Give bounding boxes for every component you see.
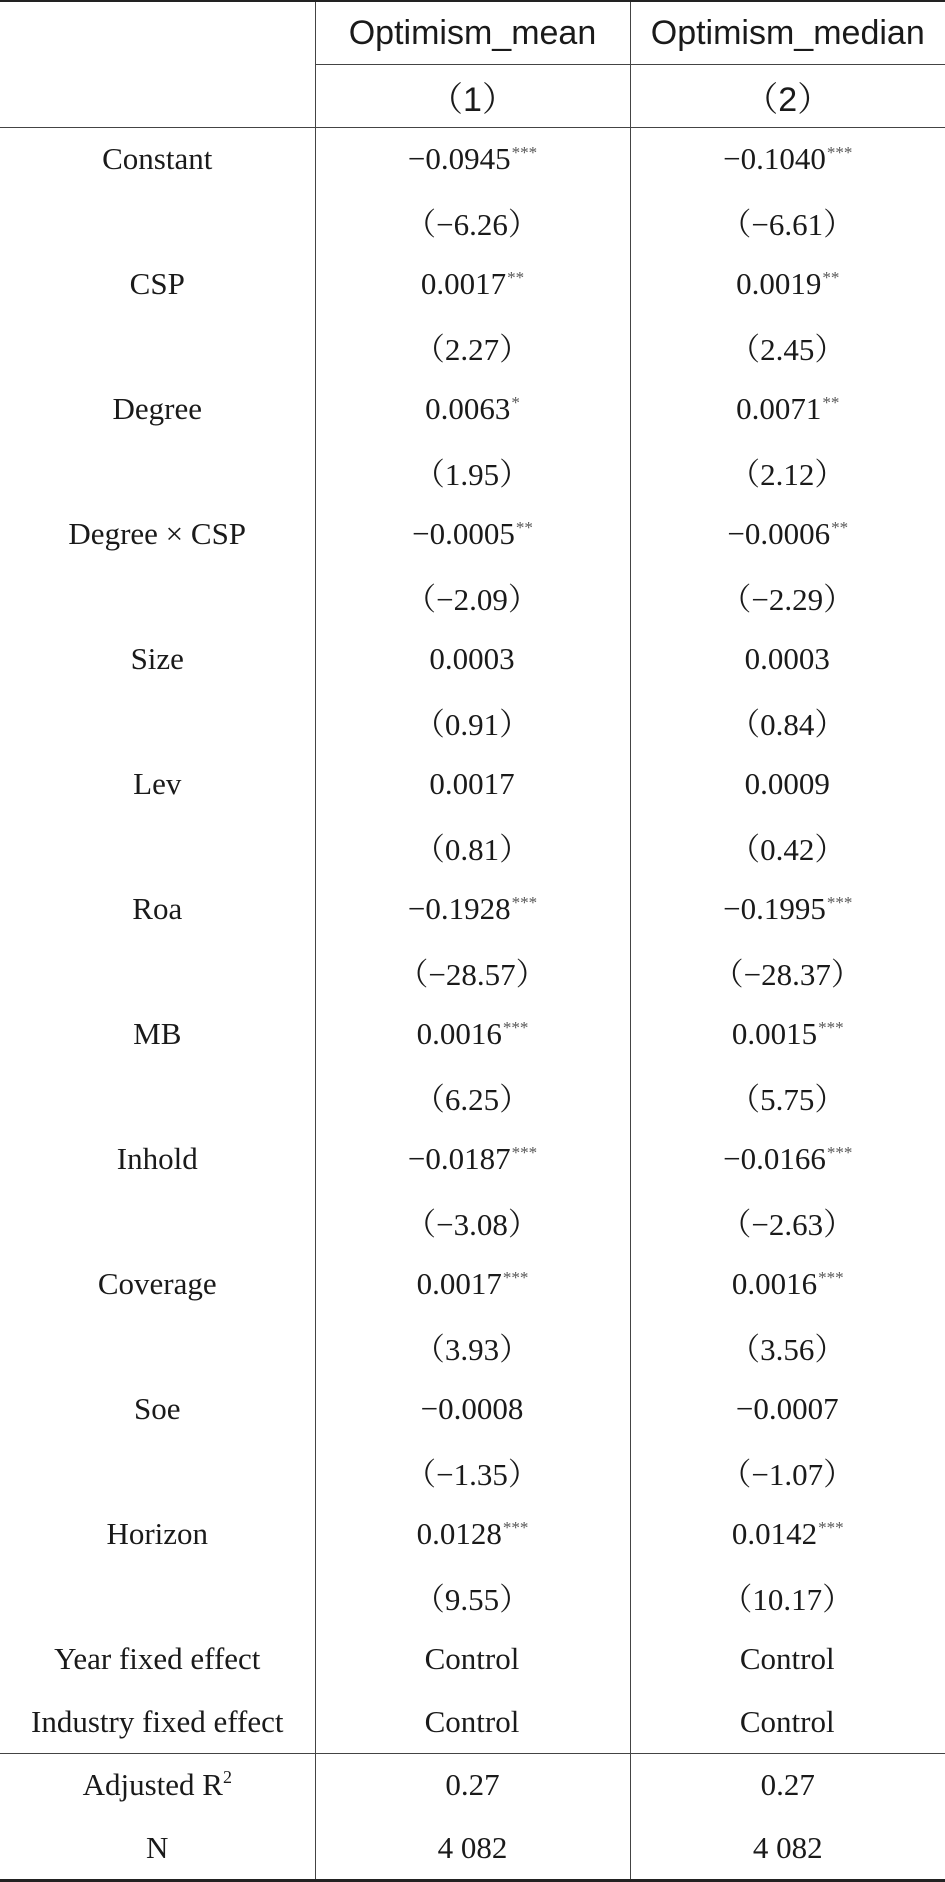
table-row — [0, 753, 945, 816]
row-label-text: Degree × CSP — [68, 516, 247, 552]
row-label-text: CSP — [129, 266, 185, 302]
cell-col-2 — [630, 1128, 945, 1191]
row-label-text: Soe — [134, 1391, 181, 1427]
significance-stars: *** — [818, 1018, 844, 1038]
row-label-text: Roa — [132, 891, 183, 927]
row-label — [0, 566, 315, 629]
cell-col-1 — [315, 1253, 630, 1316]
cell-col-1-text: 0.0017 — [420, 266, 507, 302]
cell-col-1 — [315, 1128, 630, 1191]
table-row — [0, 941, 945, 1004]
significance-stars: * — [511, 393, 520, 413]
cell-col-2 — [630, 1191, 945, 1254]
row-label — [0, 941, 315, 1004]
cell-col-1 — [315, 1316, 630, 1379]
cell-col-1-text: （9.55） — [413, 1582, 531, 1618]
cell-col-1-text: Control — [424, 1703, 520, 1739]
table-row — [0, 816, 945, 879]
row-label — [0, 316, 315, 379]
table-row — [0, 441, 945, 504]
table-row — [0, 191, 945, 254]
cell-col-2-text: 0.0003 — [744, 641, 830, 677]
row-label — [0, 1128, 315, 1191]
row-label — [0, 503, 315, 566]
cell-col-1 — [315, 566, 630, 629]
cell-col-1-text: 0.0017 — [429, 766, 515, 802]
cell-col-1-text: （−1.35） — [405, 1457, 539, 1493]
cell-col-1 — [315, 941, 630, 1004]
row-label-text: Lev — [133, 766, 182, 802]
table-row — [0, 1191, 945, 1254]
cell-col-1 — [315, 378, 630, 441]
column-number-2: （2） — [630, 65, 945, 128]
cell-col-1 — [315, 753, 630, 816]
cell-col-2-text: 0.0016 — [731, 1266, 818, 1302]
cell-col-2 — [630, 128, 945, 191]
table-row — [0, 878, 945, 941]
row-label-text: MB — [133, 1016, 182, 1052]
table-row — [0, 1253, 945, 1316]
cell-col-1 — [315, 1066, 630, 1129]
significance-stars: *** — [502, 1018, 529, 1038]
cell-col-2-text: （−2.29） — [720, 582, 855, 618]
cell-col-1 — [315, 191, 630, 254]
cell-col-1-text: 0.0016 — [416, 1016, 502, 1052]
cell-col-1-text: （0.81） — [413, 832, 531, 868]
row-label — [0, 253, 315, 316]
table-row — [0, 1441, 945, 1504]
table-row — [0, 316, 945, 379]
cell-col-1-text: （2.27） — [413, 332, 531, 368]
row-label-text: Size — [130, 641, 184, 677]
cell-col-1-text: （3.93） — [413, 1332, 531, 1368]
cell-col-1 — [315, 1566, 630, 1629]
row-label — [0, 691, 315, 754]
significance-stars: *** — [502, 1268, 529, 1288]
footer-col-1-text: 0.27 — [445, 1767, 500, 1803]
cell-col-2 — [630, 1503, 945, 1566]
significance-stars: ** — [831, 518, 849, 538]
row-label — [0, 191, 315, 254]
table-row — [0, 1628, 945, 1691]
row-label — [0, 1066, 315, 1129]
cell-col-1-text: （−2.09） — [405, 582, 539, 618]
row-label — [0, 628, 315, 691]
row-label — [0, 378, 315, 441]
cell-col-2-text: 0.0142 — [731, 1516, 818, 1552]
footer-col-1 — [315, 1817, 630, 1881]
cell-col-1 — [315, 691, 630, 754]
cell-col-2 — [630, 378, 945, 441]
footer-label — [0, 1754, 315, 1817]
row-label — [0, 1503, 315, 1566]
footer-col-1 — [315, 1754, 630, 1817]
header-col-1: Optimism_mean — [315, 1, 630, 65]
cell-col-2 — [630, 253, 945, 316]
cell-col-1-text: −0.0945 — [407, 141, 511, 177]
significance-stars: *** — [818, 1268, 844, 1288]
table-row — [0, 1316, 945, 1379]
cell-col-2-text: 0.0019 — [736, 266, 822, 302]
cell-col-2-text: 0.0009 — [744, 766, 830, 802]
row-label — [0, 441, 315, 504]
header-row — [0, 1, 945, 65]
row-label — [0, 1003, 315, 1066]
cell-col-2-text: （−28.37） — [712, 957, 862, 993]
table-row — [0, 503, 945, 566]
cell-col-2-text: （10.17） — [721, 1582, 854, 1618]
cell-col-1 — [315, 1441, 630, 1504]
row-label-text: Constant — [102, 141, 213, 177]
cell-col-2 — [630, 1378, 945, 1441]
row-label — [0, 1628, 315, 1691]
table-row — [0, 1066, 945, 1129]
cell-col-1 — [315, 1378, 630, 1441]
footer-col-2 — [630, 1754, 945, 1817]
cell-col-1 — [315, 1503, 630, 1566]
cell-col-2 — [630, 1253, 945, 1316]
cell-col-1-text: （6.25） — [413, 1082, 531, 1118]
significance-stars: *** — [511, 1143, 538, 1163]
cell-col-2 — [630, 628, 945, 691]
table-row — [0, 1566, 945, 1629]
cell-col-1-text: 0.0063 — [425, 391, 511, 427]
row-label — [0, 128, 315, 191]
cell-col-2 — [630, 191, 945, 254]
cell-col-2-text: （2.45） — [729, 332, 846, 368]
table-row — [0, 628, 945, 691]
cell-col-2 — [630, 1566, 945, 1629]
significance-stars: ** — [515, 518, 533, 538]
cell-col-1-text: （−6.26） — [405, 207, 539, 243]
cell-col-2 — [630, 441, 945, 504]
cell-col-2 — [630, 503, 945, 566]
row-label — [0, 1253, 315, 1316]
cell-col-1 — [315, 878, 630, 941]
cell-col-1 — [315, 503, 630, 566]
row-label — [0, 1691, 315, 1754]
table-row — [0, 1691, 945, 1754]
cell-col-1-text: −0.0005 — [412, 516, 515, 552]
significance-stars: *** — [511, 143, 538, 163]
cell-col-1 — [315, 316, 630, 379]
row-label-text: Inhold — [116, 1141, 198, 1177]
cell-col-2 — [630, 1441, 945, 1504]
row-label-text: Coverage — [97, 1266, 217, 1302]
footer-label-text: Adjusted R — [82, 1767, 223, 1803]
cell-col-1-text: Control — [424, 1641, 520, 1677]
cell-col-2-text: （0.84） — [729, 707, 846, 743]
table-row — [0, 128, 945, 191]
footer-col-2 — [630, 1817, 945, 1881]
cell-col-2 — [630, 878, 945, 941]
cell-col-1 — [315, 816, 630, 879]
cell-col-2-text: （−2.63） — [720, 1207, 855, 1243]
footer-label — [0, 1817, 315, 1881]
significance-stars: *** — [826, 893, 853, 913]
cell-col-2-text: （−6.61） — [720, 207, 855, 243]
cell-col-1-text: −0.0187 — [407, 1141, 511, 1177]
footer-col-2-text: 0.27 — [760, 1767, 815, 1803]
number-blank — [0, 65, 315, 128]
significance-stars: *** — [511, 893, 538, 913]
row-label-text: Degree — [112, 391, 202, 427]
cell-col-2-text: （0.42） — [729, 832, 846, 868]
cell-col-2 — [630, 816, 945, 879]
header-col-2: Optimism_median — [630, 1, 945, 65]
cell-col-1 — [315, 1003, 630, 1066]
row-label — [0, 878, 315, 941]
table-row — [0, 1003, 945, 1066]
table-body — [0, 128, 945, 1754]
significance-stars: ** — [822, 393, 840, 413]
significance-stars: ** — [507, 268, 525, 288]
footer-row — [0, 1754, 945, 1817]
cell-col-2-text: （−1.07） — [720, 1457, 855, 1493]
cell-col-1-text: （0.91） — [413, 707, 531, 743]
header-blank — [0, 1, 315, 65]
table-row — [0, 1128, 945, 1191]
cell-col-1-text: （−28.57） — [397, 957, 547, 993]
cell-col-2 — [630, 1066, 945, 1129]
cell-col-1-text: 0.0017 — [416, 1266, 502, 1302]
footer-row — [0, 1817, 945, 1881]
significance-stars: *** — [502, 1518, 529, 1538]
row-label-text: Year fixed effect — [54, 1641, 261, 1677]
cell-col-2-text: −0.1995 — [723, 891, 826, 927]
table-row — [0, 378, 945, 441]
cell-col-2 — [630, 1003, 945, 1066]
row-label-text: Industry fixed effect — [31, 1703, 284, 1739]
table-row — [0, 566, 945, 629]
cell-col-2-text: −0.0166 — [723, 1141, 826, 1177]
footer-label-text: N — [146, 1829, 169, 1865]
significance-stars: *** — [818, 1518, 844, 1538]
cell-col-2 — [630, 691, 945, 754]
cell-col-2 — [630, 566, 945, 629]
row-label-text: Horizon — [106, 1516, 209, 1552]
table-row — [0, 1378, 945, 1441]
row-label — [0, 1191, 315, 1254]
cell-col-2-text: （2.12） — [729, 457, 846, 493]
cell-col-1 — [315, 1628, 630, 1691]
table-footer — [0, 1754, 945, 1881]
significance-stars: ** — [822, 268, 840, 288]
cell-col-2-text: 0.0071 — [736, 391, 822, 427]
cell-col-1 — [315, 1191, 630, 1254]
column-number-1: （1） — [315, 65, 630, 128]
cell-col-1-text: 0.0128 — [416, 1516, 502, 1552]
cell-col-1-text: 0.0003 — [429, 641, 515, 677]
row-label — [0, 1566, 315, 1629]
cell-col-2-text: Control — [739, 1641, 835, 1677]
row-label — [0, 753, 315, 816]
significance-stars: *** — [826, 143, 853, 163]
cell-col-2-text: Control — [739, 1703, 835, 1739]
footer-col-2-text: 4 082 — [752, 1829, 823, 1865]
cell-col-2-text: −0.1040 — [723, 141, 826, 177]
cell-col-2 — [630, 1691, 945, 1754]
cell-col-2 — [630, 1628, 945, 1691]
superscript: 2 — [222, 1767, 232, 1788]
cell-col-2-text: 0.0015 — [731, 1016, 818, 1052]
row-label — [0, 1316, 315, 1379]
cell-col-2 — [630, 941, 945, 1004]
cell-col-2-text: （5.75） — [729, 1082, 846, 1118]
table-row — [0, 1503, 945, 1566]
table-row — [0, 691, 945, 754]
footer-col-1-text: 4 082 — [437, 1829, 508, 1865]
column-number-row — [0, 65, 945, 128]
cell-col-2-text: −0.0007 — [735, 1391, 839, 1427]
cell-col-1 — [315, 441, 630, 504]
cell-col-1-text: （1.95） — [413, 457, 531, 493]
cell-col-1-text: −0.1928 — [407, 891, 511, 927]
cell-col-1 — [315, 128, 630, 191]
cell-col-1-text: （−3.08） — [405, 1207, 539, 1243]
cell-col-2 — [630, 316, 945, 379]
cell-col-1 — [315, 628, 630, 691]
row-label — [0, 1441, 315, 1504]
cell-col-1-text: −0.0008 — [420, 1391, 524, 1427]
cell-col-1 — [315, 253, 630, 316]
row-label — [0, 1378, 315, 1441]
row-label — [0, 816, 315, 879]
cell-col-2 — [630, 753, 945, 816]
cell-col-2-text: （3.56） — [729, 1332, 846, 1368]
cell-col-1 — [315, 1691, 630, 1754]
cell-col-2 — [630, 1316, 945, 1379]
table-row — [0, 253, 945, 316]
cell-col-2-text: −0.0006 — [727, 516, 831, 552]
significance-stars: *** — [826, 1143, 853, 1163]
